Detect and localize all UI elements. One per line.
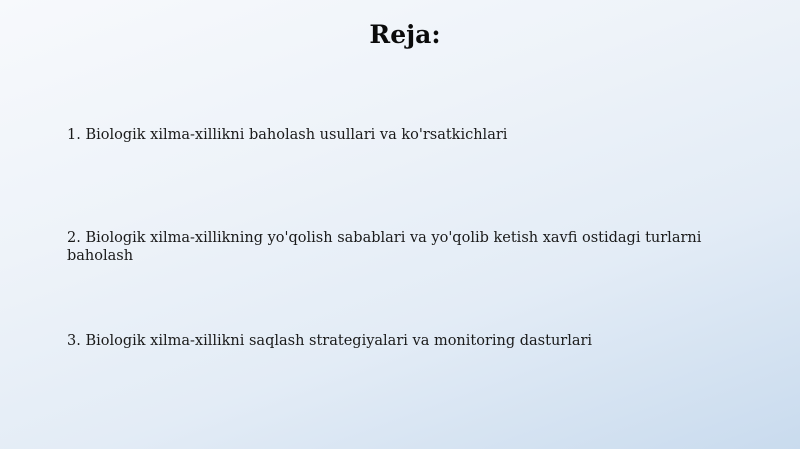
- plan-item-2: 2. Biologik xilma-xillikning yo'qolish sabablari va yo'qolib ketish xavfi ostidagi turlarni baholash: [67, 230, 702, 264]
- slide-title: Reja:: [369, 20, 441, 49]
- plan-item-3: 3. Biologik xilma-xillikni saqlash strategiyalari va monitoring dasturlari: [67, 333, 593, 349]
- plan-item-1: 1. Biologik xilma-xillikni baholash usullari va ko'rsatkichlari: [67, 127, 508, 143]
